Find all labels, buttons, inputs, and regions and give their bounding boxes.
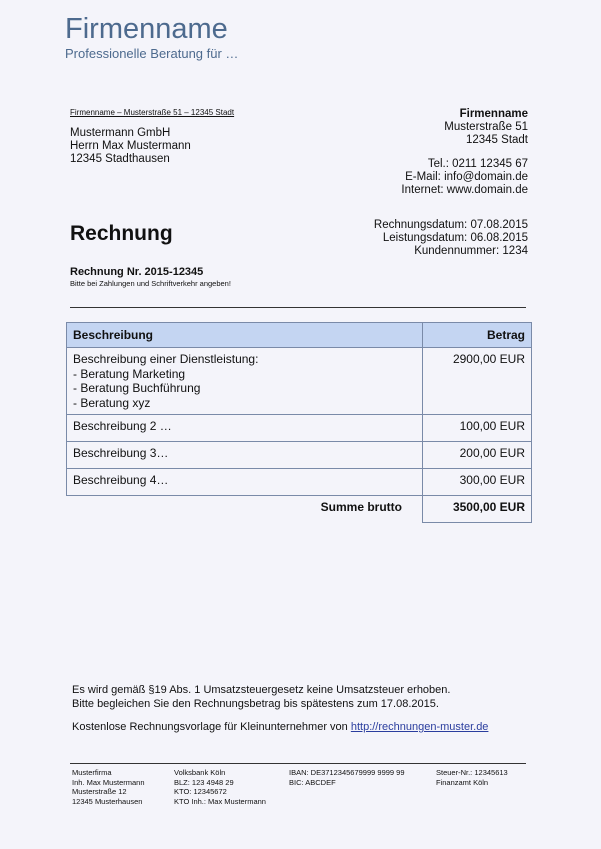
invoice-date: Rechnungsdatum: 07.08.2015 bbox=[373, 219, 528, 231]
footer-divider bbox=[70, 763, 526, 764]
invoice-note: Bitte bei Zahlungen und Schriftverkehr angeben! bbox=[70, 279, 231, 288]
footer-company-info bbox=[72, 768, 145, 806]
footer-line: Musterfirma bbox=[72, 768, 112, 777]
contact-web: Internet: www.domain.de bbox=[401, 184, 528, 196]
item-description: Beschreibung 2 … bbox=[67, 415, 423, 442]
footer-bank-info bbox=[174, 768, 266, 806]
item-amount: 2900,00 EUR bbox=[423, 348, 532, 415]
table-row bbox=[67, 469, 532, 496]
item-description-line: Beschreibung einer Dienstleistung: bbox=[73, 352, 259, 366]
sum-value: 3500,00 EUR bbox=[423, 496, 532, 523]
column-header-amount: Betrag bbox=[423, 323, 532, 348]
contact-phone: Tel.: 0211 12345 67 bbox=[427, 158, 528, 170]
footer-line: Musterstraße 12 bbox=[72, 787, 127, 796]
footer-line: Finanzamt Köln bbox=[436, 777, 489, 787]
footer-line: Volksbank Köln bbox=[174, 768, 226, 777]
item-description-line: - Beratung Marketing bbox=[73, 366, 186, 381]
sender-address bbox=[444, 108, 528, 147]
item-amount: 300,00 EUR bbox=[423, 469, 532, 496]
footer-iban-info bbox=[289, 768, 405, 787]
footer-line: KTO: 12345672 bbox=[174, 787, 227, 796]
tax-notice bbox=[72, 683, 450, 711]
divider bbox=[70, 307, 526, 308]
template-link[interactable]: http://rechnungen-muster.de bbox=[350, 721, 489, 733]
recipient-address bbox=[70, 127, 191, 166]
recipient-city: 12345 Stadthausen bbox=[70, 153, 170, 165]
sender-name: Firmenname bbox=[459, 108, 528, 120]
item-description-line: - Beratung xyz bbox=[73, 395, 151, 410]
item-description: Beschreibung 4… bbox=[67, 469, 423, 496]
company-tagline: Professionelle Beratung für … bbox=[65, 46, 239, 61]
footer-line: Steuer-Nr.: 12345613 bbox=[436, 768, 508, 777]
footer-tax-info bbox=[436, 768, 508, 787]
table-row bbox=[67, 442, 532, 469]
document-title: Rechnung bbox=[70, 222, 173, 245]
column-header-description: Beschreibung bbox=[67, 323, 423, 348]
item-description: Beschreibung 3… bbox=[67, 442, 423, 469]
item-amount: 100,00 EUR bbox=[423, 415, 532, 442]
invoice-items-table bbox=[66, 322, 532, 523]
footer-line: 12345 Musterhausen bbox=[72, 796, 143, 806]
recipient-company: Mustermann GmbH bbox=[70, 127, 171, 139]
sender-return-line: Firmenname – Musterstraße 51 – 12345 Stadt bbox=[70, 108, 235, 117]
sender-contact bbox=[401, 158, 528, 197]
footer-line: BLZ: 123 4948 29 bbox=[174, 777, 234, 787]
invoice-number: Rechnung Nr. 2015-12345 bbox=[70, 266, 204, 278]
footer-line: KTO Inh.: Max Mustermann bbox=[174, 796, 266, 806]
sender-city: 12345 Stadt bbox=[465, 134, 528, 146]
service-date: Leistungsdatum: 06.08.2015 bbox=[382, 232, 528, 244]
recipient-person: Herrn Max Mustermann bbox=[70, 140, 191, 152]
table-header-row bbox=[67, 323, 532, 348]
invoice-dates bbox=[374, 219, 528, 258]
company-name: Firmenname bbox=[65, 13, 228, 45]
table-row bbox=[67, 348, 532, 415]
footer-line: IBAN: DE3712345679999 9999 99 bbox=[289, 768, 405, 777]
tax-notice-line: Es wird gemäß §19 Abs. 1 Umsatzsteuergesetz keine Umsatzsteuer erhoben. bbox=[72, 684, 451, 696]
sum-row bbox=[67, 496, 532, 523]
item-amount: 200,00 EUR bbox=[423, 442, 532, 469]
customer-number: Kundennummer: 1234 bbox=[414, 245, 528, 257]
contact-email: E-Mail: info@domain.de bbox=[405, 171, 528, 183]
sender-street: Musterstraße 51 bbox=[444, 121, 528, 133]
item-description-line: - Beratung Buchführung bbox=[73, 381, 201, 395]
footer-line: BIC: ABCDEF bbox=[289, 777, 336, 787]
footer-line: Inh. Max Mustermann bbox=[72, 777, 145, 787]
template-note-text: Kostenlose Rechnungsvorlage für Kleinunternehmer von bbox=[72, 721, 351, 733]
template-note bbox=[72, 721, 488, 733]
payment-notice-line: Bitte begleichen Sie den Rechnungsbetrag bis spätestens zum 17.08.2015. bbox=[72, 698, 439, 710]
sum-label: Summe brutto bbox=[320, 500, 402, 514]
item-description bbox=[67, 348, 423, 415]
table-row bbox=[67, 415, 532, 442]
